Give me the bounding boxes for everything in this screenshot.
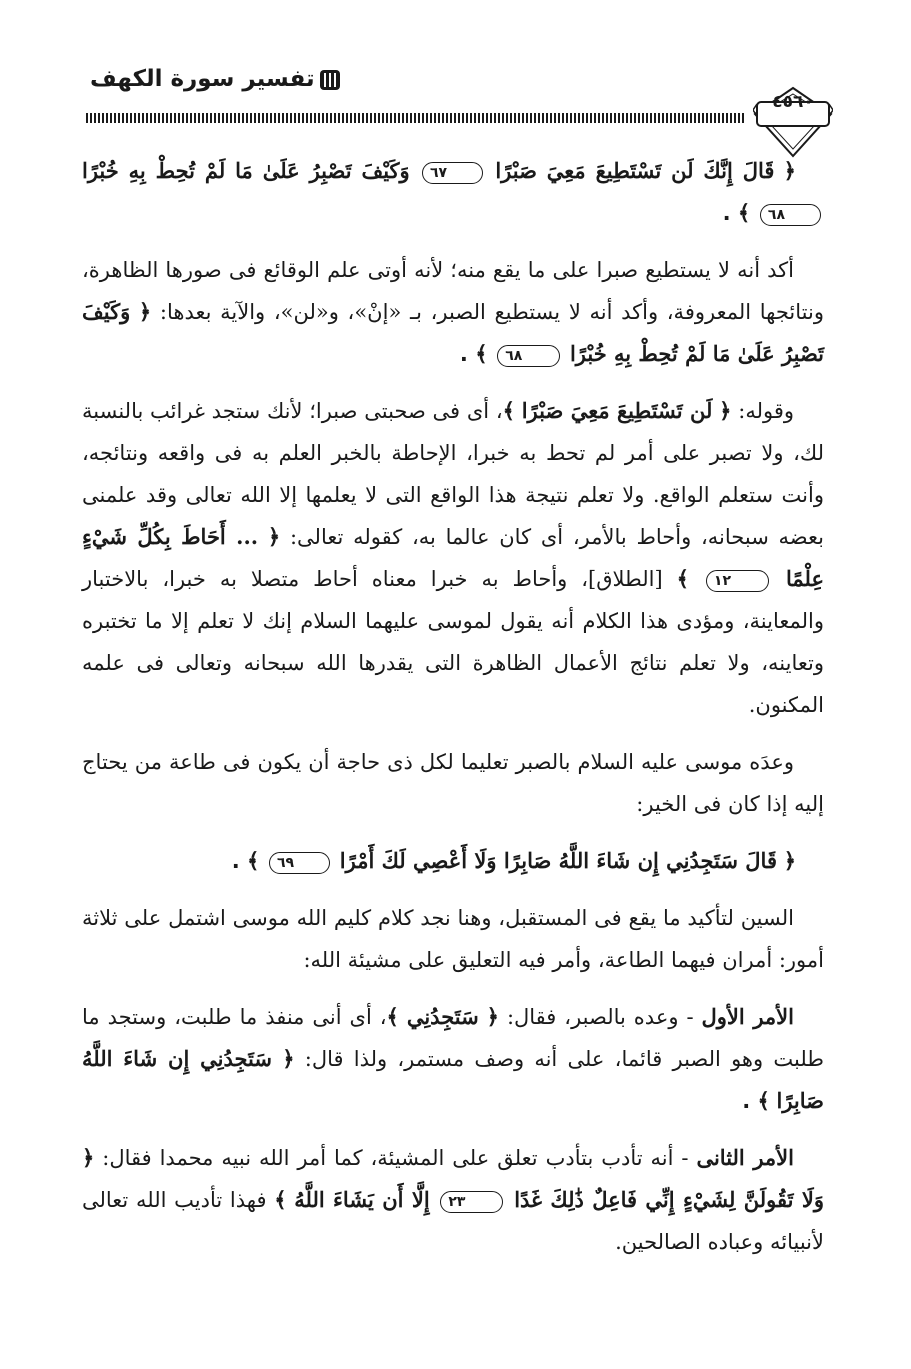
ayah-number: ٢٣ xyxy=(440,1191,503,1213)
quoted-verse: ... أَحَاطَ بِكُلِّ شَيْءٍ عِلْمًا xyxy=(82,524,824,591)
ayah-number: ٦٨ xyxy=(497,345,560,367)
ayah-number: ٦٨ xyxy=(760,204,821,226)
quoted-verse: سَتَجِدُنِي إِن شَاءَ اللَّهُ صَابِرًا xyxy=(82,1046,824,1113)
paragraph-5 xyxy=(82,996,824,1122)
paragraph-text: ، أى أنى منفذ ما طلبت، وستجد ما طلبت وهو الصبر قائما، على أنه وصف مستمر، ولذا قال: xyxy=(82,1005,824,1071)
quote-close: ﴾ xyxy=(274,1188,287,1212)
paragraph-text: - أنه تأدب بتأدب تعلق على المشيئة، كما أمر الله نبيه محمدا فقال: xyxy=(102,1146,689,1170)
verse-text: قَالَ سَتَجِدُنِي إِن شَاءَ اللَّهُ صَابِرًا وَلَا أَعْصِي لَكَ أَمْرًا xyxy=(339,848,777,873)
surah-reference: [الطلاق] xyxy=(588,567,663,591)
quote-open: ﴿ xyxy=(138,300,152,324)
quote-open: ﴿ xyxy=(719,399,732,423)
quoted-verse: سَتَجِدُنِي xyxy=(406,1004,479,1029)
paragraph-text: وعدَه موسى عليه السلام بالصبر تعليما لكل ذى حاجة أن يكون فى طاعة من يحتاج إليه إذا كان فى الخير: xyxy=(82,750,824,816)
quote-close: ﴾ . xyxy=(231,849,260,873)
quote-open: ﴿ xyxy=(282,1047,295,1071)
paragraph-text: - وعده بالصبر، فقال: xyxy=(506,1005,694,1029)
section-lead: الأمر الأول xyxy=(701,1004,794,1029)
quote-close: ﴾ . xyxy=(742,1089,770,1113)
running-title: تفسير سورة الكهف xyxy=(90,66,315,92)
paragraph-6 xyxy=(82,1137,824,1263)
quote-open: ﴿ xyxy=(267,525,281,549)
quote-close: ﴾ xyxy=(502,399,515,423)
quoted-verse: وَلَا تَقُولَنَّ لِشَيْءٍ إِنِّي فَاعِلٌ ذَٰلِكَ غَدًا xyxy=(514,1187,824,1212)
quote-close: ﴾ xyxy=(676,567,689,591)
verse-text: قَالَ إِنَّكَ لَن تَسْتَطِيعَ مَعِيَ صَبْرًا xyxy=(495,158,775,183)
quoted-verse: إِلَّا أَن يَشَاءَ اللَّهُ xyxy=(294,1187,430,1212)
ayah-number: ١٢ xyxy=(706,570,769,592)
paragraph-1 xyxy=(82,249,824,375)
quoted-verse: لَن تَسْتَطِيعَ مَعِيَ صَبْرًا xyxy=(521,398,713,423)
quote-open: ﴿ xyxy=(82,1146,95,1170)
paragraph-text: فهذا تأديب الله تعالى لأنبيائه وعباده الصالحين. xyxy=(82,1188,824,1254)
quote-open: ﴿ xyxy=(783,849,796,873)
quoted-verse: وَكَيْفَ تَصْبِرُ عَلَىٰ مَا لَمْ تُحِطْ بِهِ خُبْرًا xyxy=(82,299,824,366)
verse-text: وَكَيْفَ تَصْبِرُ عَلَىٰ مَا لَمْ تُحِطْ بِهِ خُبْرًا xyxy=(82,158,410,183)
section-lead: الأمر الثانى xyxy=(696,1145,794,1170)
paragraph-text: ، أى فى صحبتى صبرا؛ لأنك ستجد غرائب بالنسبة لك، ولا تصبر على أمر لم تحط به خبرا، الإحاطة بالخبر العلم به فى واقعه ونتائجه، وأنت ستعلم الواقع. ولا تعلم نتيجة هذا الواقع التى لا يعلمها إلا الله تعالى وقد علمنى بعضه سبحانه، وأحاط بالأمر، أى كان عالما به، كقوله تعالى: xyxy=(82,399,824,549)
verse-paragraph-1 xyxy=(82,150,824,234)
paragraph-4 xyxy=(82,897,824,981)
quote-open: ﴿ xyxy=(783,159,796,183)
quote-open: ﴿ xyxy=(486,1005,499,1029)
paragraph-2 xyxy=(82,390,824,726)
page-number: ٤٥٦٠ xyxy=(772,92,814,112)
paragraph-text: ، وأحاط به خبرا معناه أحاط متصلا به خبرا، بالاختبار والمعاينة، ومؤدى هذا الكلام أنه يقول لموسى عليهما السلام إنك لا تعلم إلا ما تختبره وتعاينه، ولا تعلم نتائج الأعمال الظاهرة التى يقدرها الله سبحانه وتعالى فى علمه المكنون. xyxy=(82,567,824,717)
quote-close: ﴾ . xyxy=(459,342,488,366)
paragraph-text: وقوله: xyxy=(738,399,795,423)
main-text xyxy=(82,150,824,1278)
ornament-icon xyxy=(318,67,342,93)
ayah-number: ٦٧ xyxy=(422,162,483,184)
paragraph-text: السين لتأكيد ما يقع فى المستقبل، وهنا نجد كلام كليم الله موسى اشتمل على ثلاثة أمور: أمران فيهما الطاعة، وأمر فيه التعليق على مشيئة الله: xyxy=(82,906,824,972)
verse-paragraph-2 xyxy=(82,840,824,882)
paragraph-3 xyxy=(82,741,824,825)
header-rule xyxy=(86,113,746,123)
ayah-number: ٦٩ xyxy=(269,852,330,874)
quote-close: ﴾ xyxy=(386,1005,399,1029)
paragraph-text: أكد أنه لا يستطيع صبرا على ما يقع منه؛ لأنه أوتى علم الوقائع فى صورها الظاهرة، ونتائجها المعروفة، وأكد أنه لا يستطيع الصبر، بـ «إنْ»، و«لن»، والآية بعدها: xyxy=(82,258,824,324)
quote-close: ﴾ . xyxy=(722,201,751,225)
